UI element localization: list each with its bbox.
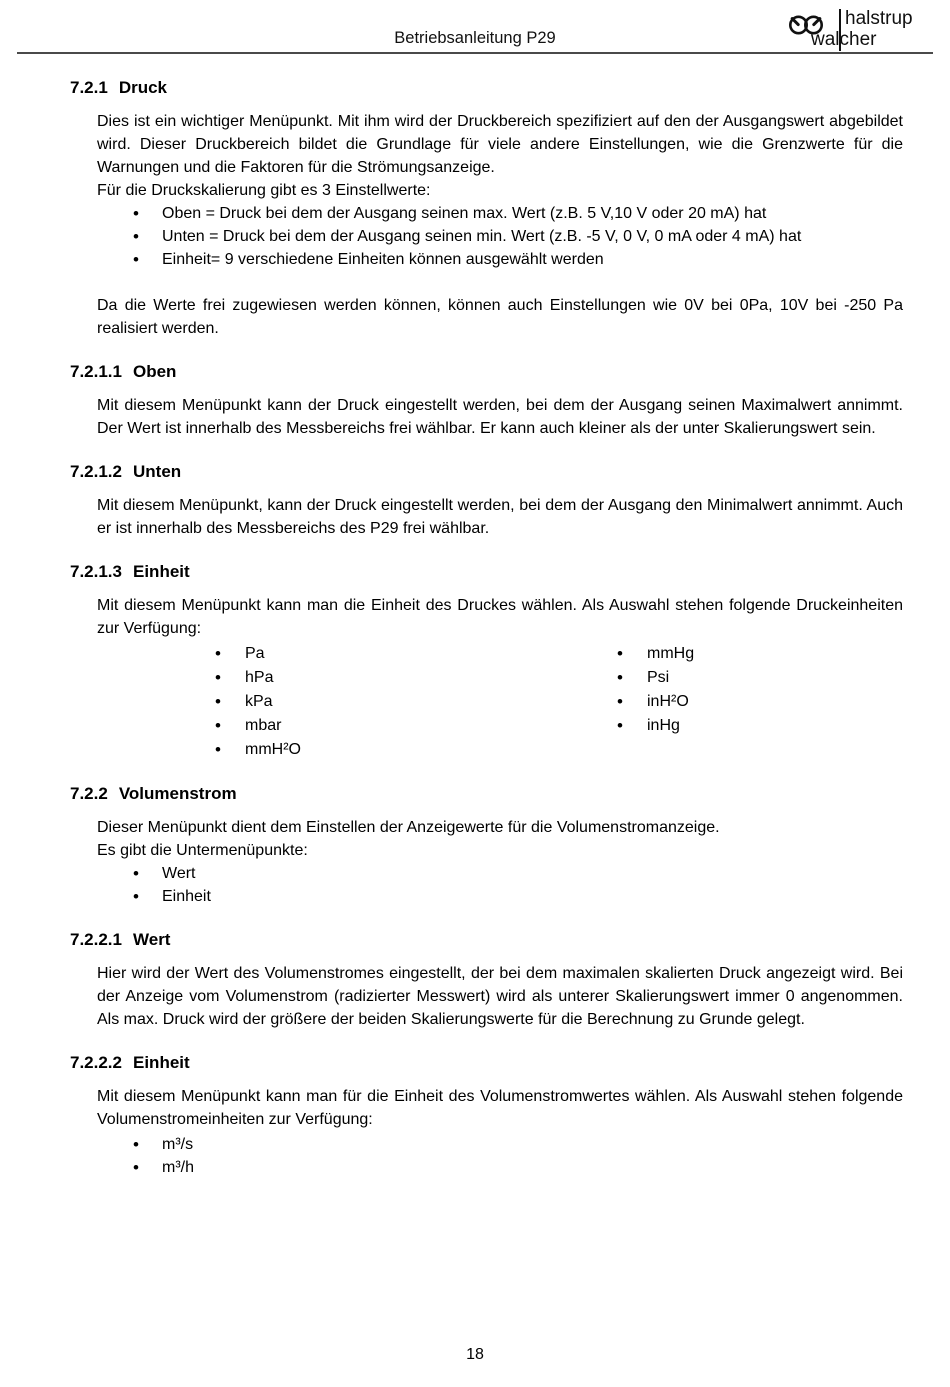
list-item: • Oben = Druck bei dem der Ausgang seinen max. Wert (z.B. 5 V,10 V oder 20 mA) hat [97,202,903,225]
druck-settings-list [97,202,903,271]
paragraph: Mit diesem Menüpunkt kann man die Einheit des Druckes wählen. Als Auswahl stehen folgende Druckeinheiten zur Verfügung: [97,597,903,637]
pressure-units-list-right [499,642,901,737]
list-item: • mbar [97,714,499,737]
section-title: Einheit [133,562,190,581]
section-heading-oben [70,362,901,382]
paragraph: Dies ist ein wichtiger Menüpunkt. Mit ihm wird der Druckbereich spezifiziert auf den der Ausgangswert abgebildet wird. Dieser Druckbereich bildet die Grundlage für viele andere Einstellungen, wie die Grenzwerte für die Warnungen und die Faktoren für die Strömungsanzeige. [97,113,903,176]
section-heading-einheit-volumenstrom [70,1053,901,1073]
list-item: • mmH²O [97,738,499,761]
list-item: • inH²O [499,690,901,713]
section-title: Volumenstrom [118,784,237,803]
pressure-units-list-left [97,642,499,761]
paragraph: Mit diesem Menüpunkt kann der Druck eingestellt werden, bei dem der Ausgang seinen Maximalwert annimmt. Der Wert ist innerhalb des Messbereichs frei wählbar. Er kann auch kleiner als der unter Skalierungswert sein. [97,397,903,437]
section-number: 7.2.2 [70,784,108,803]
section-number: 7.2.1.3 [70,562,122,581]
list-item: • hPa [97,666,499,689]
paragraph: Dieser Menüpunkt dient dem Einstellen der Anzeigewerte für die Volumenstromanzeige. [97,819,720,836]
volumenstrom-submenu-list [97,862,903,908]
section-heading-wert [70,930,901,950]
section-title: Unten [133,462,182,481]
list-item: • kPa [97,690,499,713]
list-item: • Unten = Druck bei dem der Ausgang seinen min. Wert (z.B. -5 V, 0 V, 0 mA oder 4 mA) hat [97,225,903,248]
list-item: • m³/h [97,1156,903,1179]
logo-text-halstrup: halstrup [845,8,913,29]
list-item: • mmHg [499,642,901,665]
list-item: • m³/s [97,1133,903,1156]
paragraph: Da die Werte frei zugewiesen werden können, können auch Einstellungen wie 0V bei 0Pa, 10V bei -250 Pa realisiert werden. [97,297,903,337]
pressure-units-right-column [499,642,901,762]
section-heading-einheit-druck [70,562,901,582]
paragraph: Mit diesem Menüpunkt kann man für die Einheit des Volumenstromwertes wählen. Als Auswahl stehen folgende Volumenstromeinheiten zur Verfügung: [97,1088,903,1128]
page-number: 18 [466,1346,484,1363]
list-item: • Pa [97,642,499,665]
section-title: Wert [133,930,171,949]
section-number: 7.2.1 [70,78,108,97]
section-number: 7.2.1.2 [70,462,122,481]
section-title: Einheit [133,1053,190,1072]
pressure-units-left-column [97,642,499,762]
section-title: Druck [118,78,167,97]
section-number: 7.2.2.2 [70,1053,122,1072]
paragraph: Es gibt die Untermenüpunkte: [97,842,308,859]
section-heading-volumenstrom [70,784,901,804]
section-title: Oben [133,362,177,381]
section-heading-unten [70,462,901,482]
section-number: 7.2.2.1 [70,930,122,949]
list-item: • Einheit [97,885,903,908]
paragraph: Für die Druckskalierung gibt es 3 Einstellwerte: [97,182,431,199]
paragraph: Mit diesem Menüpunkt, kann der Druck eingestellt werden, bei dem der Ausgang den Minimalwert annimmt. Auch er ist innerhalb des Messbereichs des P29 frei wählbar. [97,497,903,537]
pressure-units-columns [97,642,903,762]
list-item: • Einheit= 9 verschiedene Einheiten können ausgewählt werden [97,248,903,271]
logo-text-walcher: walcher [811,29,877,50]
flow-units-list [97,1133,903,1179]
list-item: • inHg [499,714,901,737]
list-item: • Psi [499,666,901,689]
document-title: Betriebsanleitung P29 [394,29,556,47]
page-content [0,52,950,1179]
section-number: 7.2.1.1 [70,362,122,381]
section-heading-druck [70,78,901,98]
halstrup-walcher-logo [787,8,927,54]
list-item: • Wert [97,862,903,885]
paragraph: Hier wird der Wert des Volumenstromes eingestellt, der bei dem maximalen skalierten Druck angezeigt wird. Bei der Anzeige vom Volumenstrom (radizierter Messwert) wird als unterer Skalierungswert immer 0 angenommen. Als max. Druck wird der größere der beiden Skalierungswerte für die Berechnung zu Grunde gelegt. [97,965,903,1028]
